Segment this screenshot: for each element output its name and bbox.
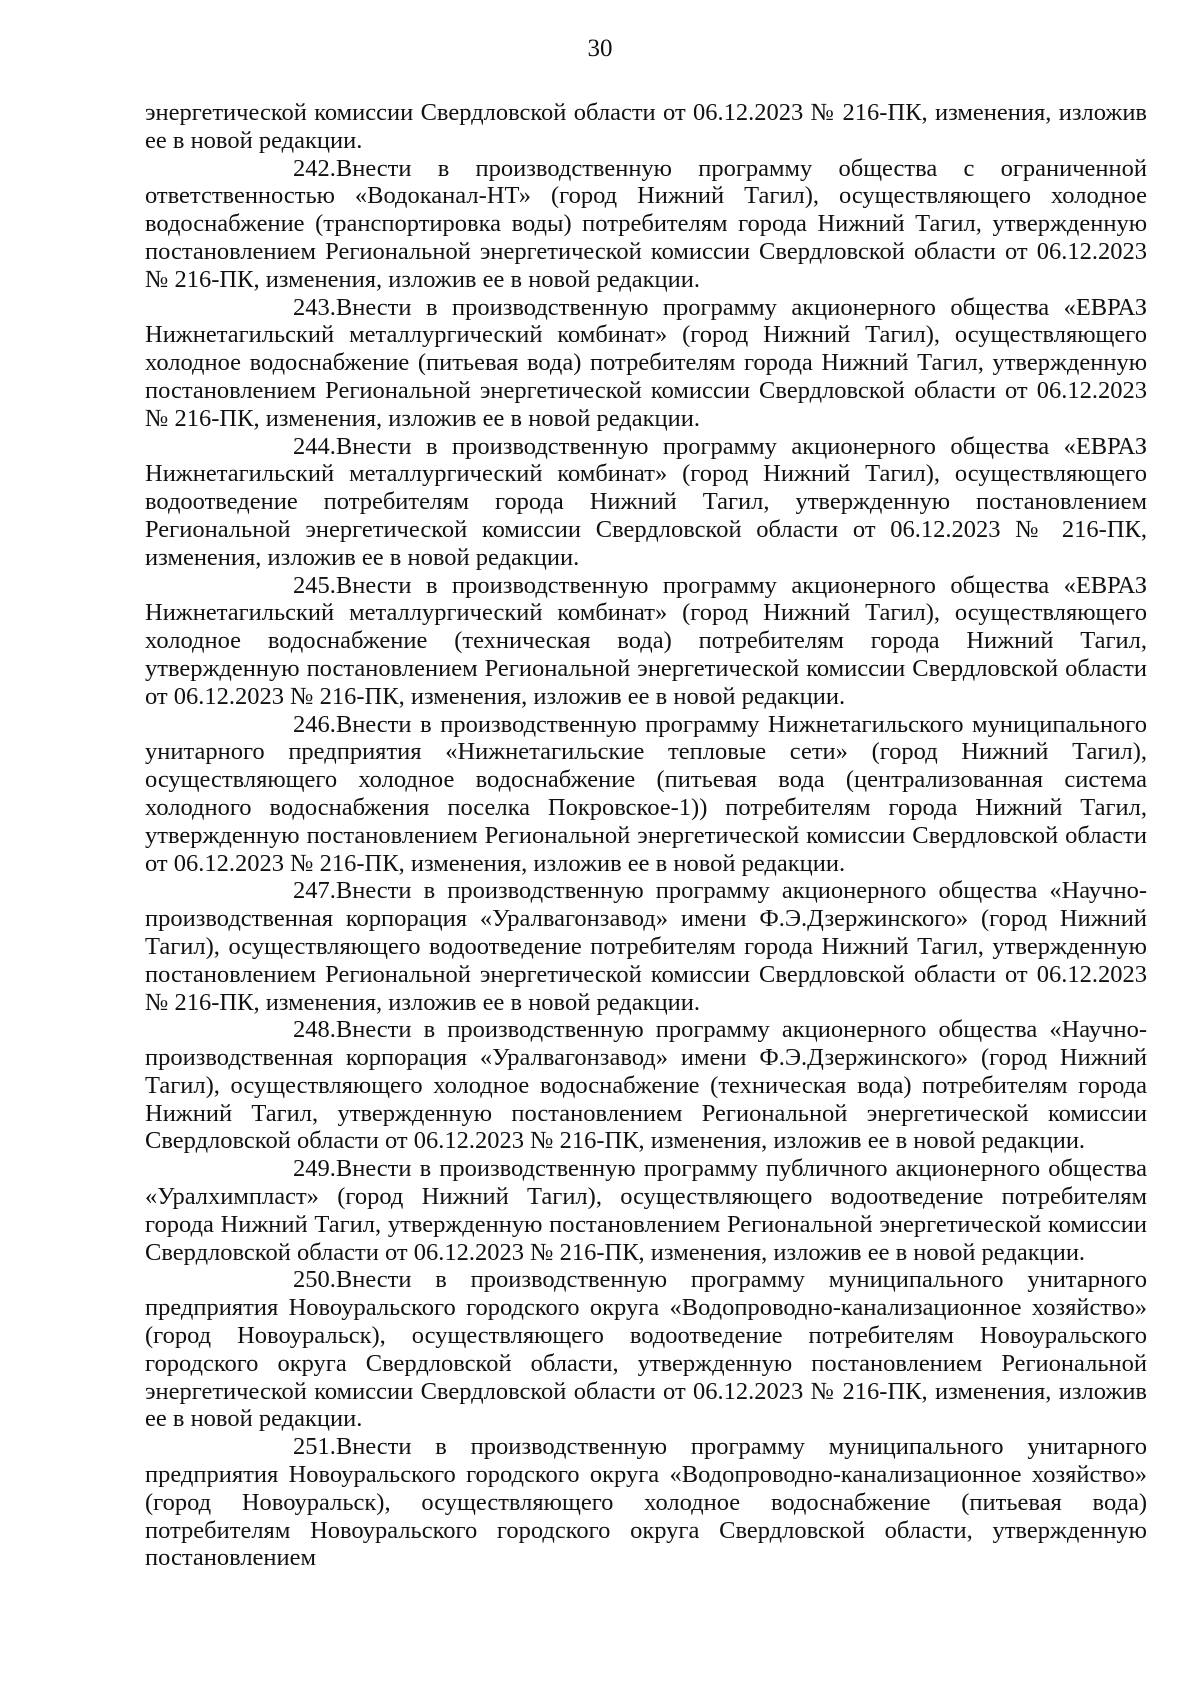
paragraph-text: Внести в производственную программу акционерного общества «ЕВРАЗ Нижнетагильский металлургический комбинат» (город Нижний Тагил), осуществляющего холодное водоснабжение (техническая вода) потребителям города Нижний Тагил, утвержденную постановлением Региональной энергетической комиссии Свердловской области от 06.12.2023 № 216-ПК, изменения, изложив ее в новой редакции. bbox=[145, 571, 1147, 710]
paragraph-text: Внести в производственную программу муниципального унитарного предприятия Новоуральского городского округа «Водопроводно-канализационное хозяйство» (город Новоуральск), осуществляющего холодное водоснабжение (питьевая вода) потребителям Новоуральского городского округа Свердловской области, утвержденную постановлением bbox=[145, 1433, 1147, 1572]
paragraph-number: 250. bbox=[293, 1266, 336, 1294]
paragraph-text: Внести в производственную программу публичного акционерного общества «Уралхимпласт» (город Нижний Тагил), осуществляющего водоотведение потребителям города Нижний Тагил, утвержденную постановлением Региональной энергетической комиссии Свердловской области от 06.12.2023 № 216-ПК, изменения, изложив ее в новой редакции. bbox=[145, 1155, 1147, 1266]
paragraph-number: 244. bbox=[293, 432, 336, 460]
paragraph-244 bbox=[145, 433, 1147, 572]
paragraph-number: 245. bbox=[293, 571, 336, 599]
paragraph-250 bbox=[145, 1266, 1147, 1433]
paragraph-text: Внести в производственную программу акционерного общества «Научно-производственная корпорация «Уралвагонзавод» имени Ф.Э.Дзержинского» (город Нижний Тагил), осуществляющего водоотведение потребителям города Нижний Тагил, утвержденную постановлением Региональной энергетической комиссии Свердловской области от 06.12.2023 № 216-ПК, изменения, изложив ее в новой редакции. bbox=[145, 877, 1147, 1016]
page-number: 30 bbox=[587, 35, 613, 62]
paragraph-number: 243. bbox=[293, 293, 336, 321]
paragraph-text: Внести в производственную программу акционерного общества «Научно-производственная корпорация «Уралвагонзавод» имени Ф.Э.Дзержинского» (город Нижний Тагил), осуществляющего холодное водоснабжение (техническая вода) потребителям города Нижний Тагил, утвержденную постановлением Региональной энергетической комиссии Свердловской области от 06.12.2023 № 216-ПК, изменения, изложив ее в новой редакции. bbox=[145, 1016, 1147, 1155]
paragraph-251 bbox=[145, 1433, 1147, 1572]
paragraph-number: 248. bbox=[293, 1016, 336, 1044]
paragraph-249 bbox=[145, 1155, 1147, 1266]
document-body bbox=[145, 99, 1147, 1572]
paragraph-number: 249. bbox=[293, 1155, 336, 1183]
paragraph-246 bbox=[145, 711, 1147, 878]
paragraph-text: Внести в производственную программу акционерного общества «ЕВРАЗ Нижнетагильский металлургический комбинат» (город Нижний Тагил), осуществляющего водоотведение потребителям города Нижний Тагил, утвержденную постановлением Региональной энергетической комиссии Свердловской области от 06.12.2023 № 216-ПК, изменения, изложив ее в новой редакции. bbox=[145, 432, 1147, 571]
paragraph-number: 251. bbox=[293, 1433, 336, 1461]
paragraph-text: Внести в производственную программу Нижнетагильского муниципального унитарного предприятия «Нижнетагильские тепловые сети» (город Нижний Тагил), осуществляющего холодное водоснабжение (питьевая вода (централизованная система холодного водоснабжения поселка Покровское-1)) потребителям города Нижний Тагил, утвержденную постановлением Региональной энергетической комиссии Свердловской области от 06.12.2023 № 216-ПК, изменения, изложив ее в новой редакции. bbox=[145, 710, 1147, 877]
paragraph-247 bbox=[145, 877, 1147, 1016]
paragraph-text: Внести в производственную программу муниципального унитарного предприятия Новоуральского городского округа «Водопроводно-канализационное хозяйство» (город Новоуральск), осуществляющего водоотведение потребителям Новоуральского городского округа Свердловской области, утвержденную постановлением Региональной энергетической комиссии Свердловской области от 06.12.2023 № 216-ПК, изменения, изложив ее в новой редакции. bbox=[145, 1266, 1147, 1433]
paragraph-text: Внести в производственную программу акционерного общества «ЕВРАЗ Нижнетагильский металлургический комбинат» (город Нижний Тагил), осуществляющего холодное водоснабжение (питьевая вода) потребителям города Нижний Тагил, утвержденную постановлением Региональной энергетической комиссии Свердловской области от 06.12.2023 № 216-ПК, изменения, изложив ее в новой редакции. bbox=[145, 293, 1147, 432]
paragraph-text: Внести в производственную программу общества с ограниченной ответственностью «Водоканал-НТ» (город Нижний Тагил), осуществляющего холодное водоснабжение (транспортировка воды) потребителям города Нижний Тагил, утвержденную постановлением Региональной энергетической комиссии Свердловской области от 06.12.2023 № 216-ПК, изменения, изложив ее в новой редакции. bbox=[145, 154, 1147, 293]
paragraph-248 bbox=[145, 1016, 1147, 1155]
paragraph-number: 246. bbox=[293, 710, 336, 738]
paragraph-number: 247. bbox=[293, 877, 336, 905]
paragraph-243 bbox=[145, 294, 1147, 433]
paragraph-continuation: энергетической комиссии Свердловской области от 06.12.2023 № 216-ПК, изменения, изложив ее в новой редакции. bbox=[145, 99, 1147, 154]
paragraph-245 bbox=[145, 572, 1147, 711]
paragraph-242 bbox=[145, 155, 1147, 294]
paragraph-number: 242. bbox=[293, 154, 336, 182]
